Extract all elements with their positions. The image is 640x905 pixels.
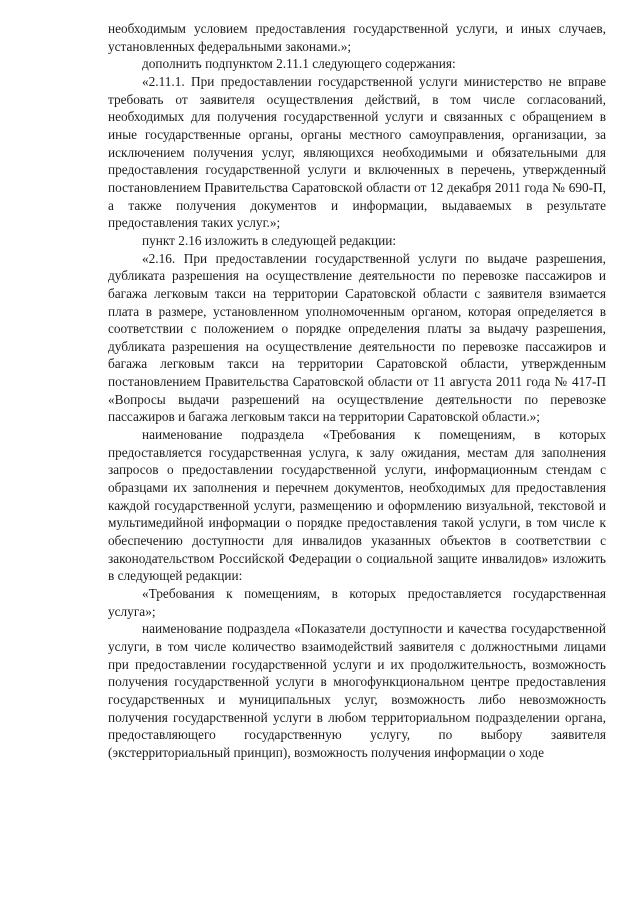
paragraph-subclause-2-11-1: «2.11.1. При предоставлении государственной услуги министерство не вправе требовать от заявителя осуществления действий, в том числе согласований, необходимых для получения государственной услуги и связанных с обращением в иные государственные органы, органы местного самоуправления, организации, за исключением получения услуг, являющихся необходимыми и обязательными для предоставления государственной услуги и включенных в перечень, утвержденный постановлением Правительства Саратовской области от 12 декабря 2011 года № 690-П, а также получения документов и информации, выдаваемых в результате предоставления таких услуг.»; bbox=[108, 73, 606, 231]
paragraph-instruction-add-2-11-1: дополнить подпунктом 2.11.1 следующего содержания: bbox=[142, 56, 456, 72]
paragraph-accessibility-title: наименование подраздела «Показатели доступности и качества государственной услуги, в том числе количество взаимодействий заявителя с должностными лицами при предоставлении государственной услуги и их продолжительность, возможность получения государственной услуги в многофункциональном центре предоставления государственных и муниципальных услуг, возможность либо невозможность получения государственной услуги в любом территориальном подразделении органа, предоставляющего государственную услугу, по выбору заявителя (экстерриториальный принцип), возможность получения информации о ходе bbox=[108, 621, 606, 760]
paragraph-continuation: необходимым условием предоставления государственной услуги, и иных случаев, установленных федеральными законами.»; bbox=[108, 21, 606, 54]
paragraph-instruction-2-16: пункт 2.16 изложить в следующей редакции: bbox=[142, 232, 397, 248]
paragraph-clause-2-16: «2.16. При предоставлении государственной услуги по выдаче разрешения, дубликата разрешения на осуществление деятельности по перевозке пассажиров и багажа легковым такси на территории Саратовской области с заявителя взимается плата в размере, установленном уполномоченным органом, которая определяется в соответствии с положением о порядке определения платы за выдачу разрешения, дубликата разрешения на осуществление деятельности по перевозке пассажиров и багажа легковым такси на территории Саратовской области, утвержденным постановлением Правительства Саратовской области от 11 августа 2011 года № 417-П «Вопросы выдачи разрешений на осуществление деятельности по перевозке пассажиров и багажа легковым такси на территории Саратовской области.»; bbox=[108, 250, 606, 425]
paragraph-premises-requirements-title: наименование подраздела «Требования к помещениям, в которых предоставляется государственная услуга, к залу ожидания, местам для заполнения запросов о предоставлении государственной услуги, информационным стендам с образцами их заполнения и перечнем документов, необходимых для предоставления каждой государственной услуги, размещению и оформлению визуальной, текстовой и мультимедийной информации о порядке предоставления такой услуги, в том числе к обеспечению доступности для инвалидов указанных объектов в соответствии с законодательством Российской Федерации о социальной защите инвалидов» изложить в следующей редакции: bbox=[108, 427, 606, 584]
document-body bbox=[108, 20, 606, 762]
paragraph-new-premises-title: «Требования к помещениям, в которых предоставляется государственная услуга»; bbox=[108, 586, 606, 619]
